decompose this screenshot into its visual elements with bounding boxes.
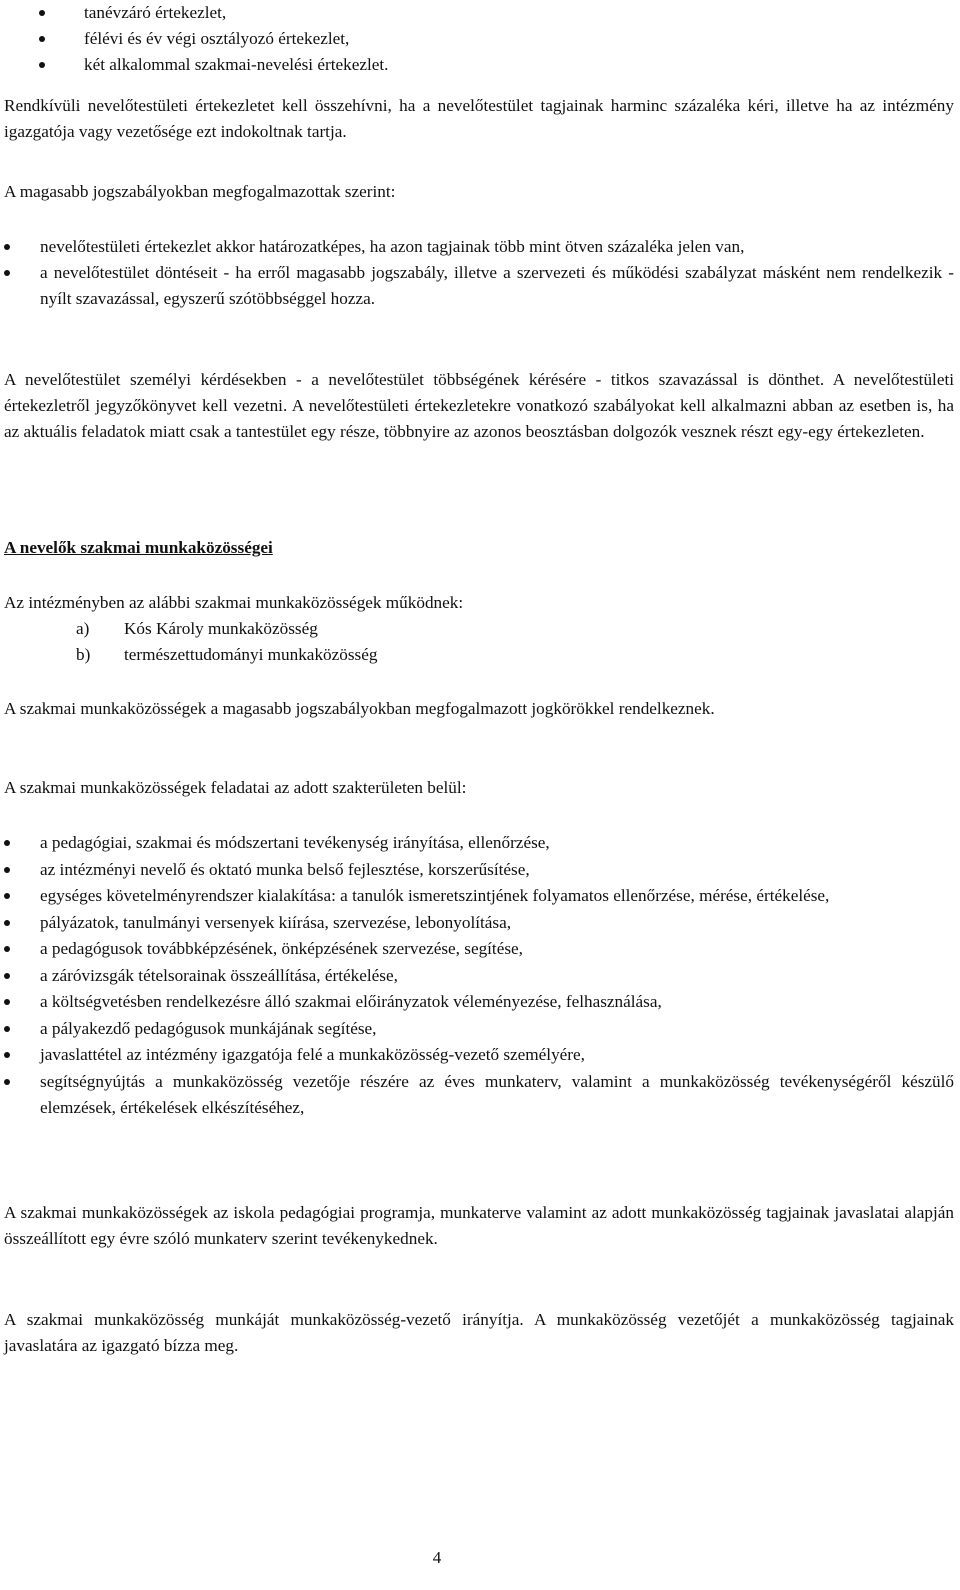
paragraph-secret-ballot: A nevelőtestület személyi kérdésekben - a nevelőtestület többségének kérésére - titkos szavazással is dönthet. A nevelőtestületi értekezletről jegyzőkönyvet kell vezetni. A nevelőtestületi értekezletekre vonatkozó szabályokat kell alkalmazni abban az esetben is, ha az aktuális feladatok miatt csak a tantestület egy része, többnyire az azonos beosztásban dolgozók vesznek részt egy-egy értekezleten. xyxy=(4,370,954,441)
list-item: javaslattétel az intézmény igazgatója felé a munkaközösség-vezető személyére, xyxy=(4,1042,954,1069)
quorum-rules-list xyxy=(4,234,954,312)
list-item: a záróvizsgák tételsorainak összeállítása, értékelése, xyxy=(4,963,954,990)
paragraph-workgroups-intro: Az intézményben az alábbi szakmai munkaközösségek működnek: xyxy=(4,593,464,612)
list-marker: b) xyxy=(76,645,91,664)
session-types-list xyxy=(4,0,954,78)
section-heading: A nevelők szakmai munkaközösségei xyxy=(4,538,273,557)
list-item: két alkalommal szakmai-nevelési értekezlet. xyxy=(4,52,954,78)
paragraph-tasks-intro: A szakmai munkaközösségek feladatai az adott szakterületen belül: xyxy=(4,778,467,797)
workgroups-list xyxy=(4,616,954,668)
list-item: félévi és év végi osztályozó értekezlet, xyxy=(4,26,954,52)
list-item xyxy=(4,616,954,642)
page-number: 4 xyxy=(432,1548,442,1567)
list-item: a pedagógusok továbbképzésének, önképzésének szervezése, segítése, xyxy=(4,936,954,963)
list-text: természettudományi munkaközösség xyxy=(124,645,378,664)
list-item: egységes követelményrendszer kialakítása: a tanulók ismeretszintjének folyamatos ellenőrzése, mérése, értékelése, xyxy=(4,883,954,910)
list-item: tanévzáró értekezlet, xyxy=(4,0,954,26)
list-item: segítségnyújtás a munkaközösség vezetője részére az éves munkaterv, valamint a munkaközösség tevékenységéről készülő elemzések, értékelések elkészítéséhez, xyxy=(4,1069,954,1122)
workgroup-tasks-list xyxy=(4,830,954,1122)
paragraph-work-plan: A szakmai munkaközösségek az iskola pedagógiai programja, munkaterve valamint az adott munkaközösség tagjainak javaslatai alapján összeállított egy évre szóló munkaterv szerint tevékenykednek. xyxy=(4,1203,954,1248)
paragraph-workgroup-leader: A szakmai munkaközösség munkáját munkaközösség-vezető irányítja. A munkaközösség vezetőjét a munkaközösség tagjainak javaslatára az igazgató bízza meg. xyxy=(4,1310,954,1355)
paragraph-extraordinary-meeting: Rendkívüli nevelőtestületi értekezletet kell összehívni, ha a nevelőtestület tagjainak harminc százaléka kéri, illetve ha az intézmény igazgatója vagy vezetősége ezt indokoltnak tartja. xyxy=(4,96,954,141)
list-item: a pedagógiai, szakmai és módszertani tevékenység irányítása, ellenőrzése, xyxy=(4,830,954,857)
list-item: a pályakezdő pedagógusok munkájának segítése, xyxy=(4,1016,954,1043)
list-marker: a) xyxy=(76,619,90,638)
list-item: a nevelőtestület döntéseit - ha erről magasabb jogszabály, illetve a szervezeti és működési szabályzat másként nem rendelkezik - nyílt szavazással, egyszerű szótöbbséggel hozza. xyxy=(4,260,954,312)
list-item: pályázatok, tanulmányi versenyek kiírása, szervezése, lebonyolítása, xyxy=(4,910,954,937)
paragraph-regulations-intro: A magasabb jogszabályokban megfogalmazottak szerint: xyxy=(4,182,396,201)
list-item xyxy=(4,642,954,668)
list-text: Kós Károly munkaközösség xyxy=(124,619,318,638)
list-item: nevelőtestületi értekezlet akkor határozatképes, ha azon tagjainak több mint ötven százaléka jelen van, xyxy=(4,234,954,260)
paragraph-powers: A szakmai munkaközösségek a magasabb jogszabályokban megfogalmazott jogkörökkel rendelkeznek. xyxy=(4,699,715,718)
list-item: a költségvetésben rendelkezésre álló szakmai előirányzatok véleményezése, felhasználása, xyxy=(4,989,954,1016)
list-item: az intézményi nevelő és oktató munka belső fejlesztése, korszerűsítése, xyxy=(4,857,954,884)
